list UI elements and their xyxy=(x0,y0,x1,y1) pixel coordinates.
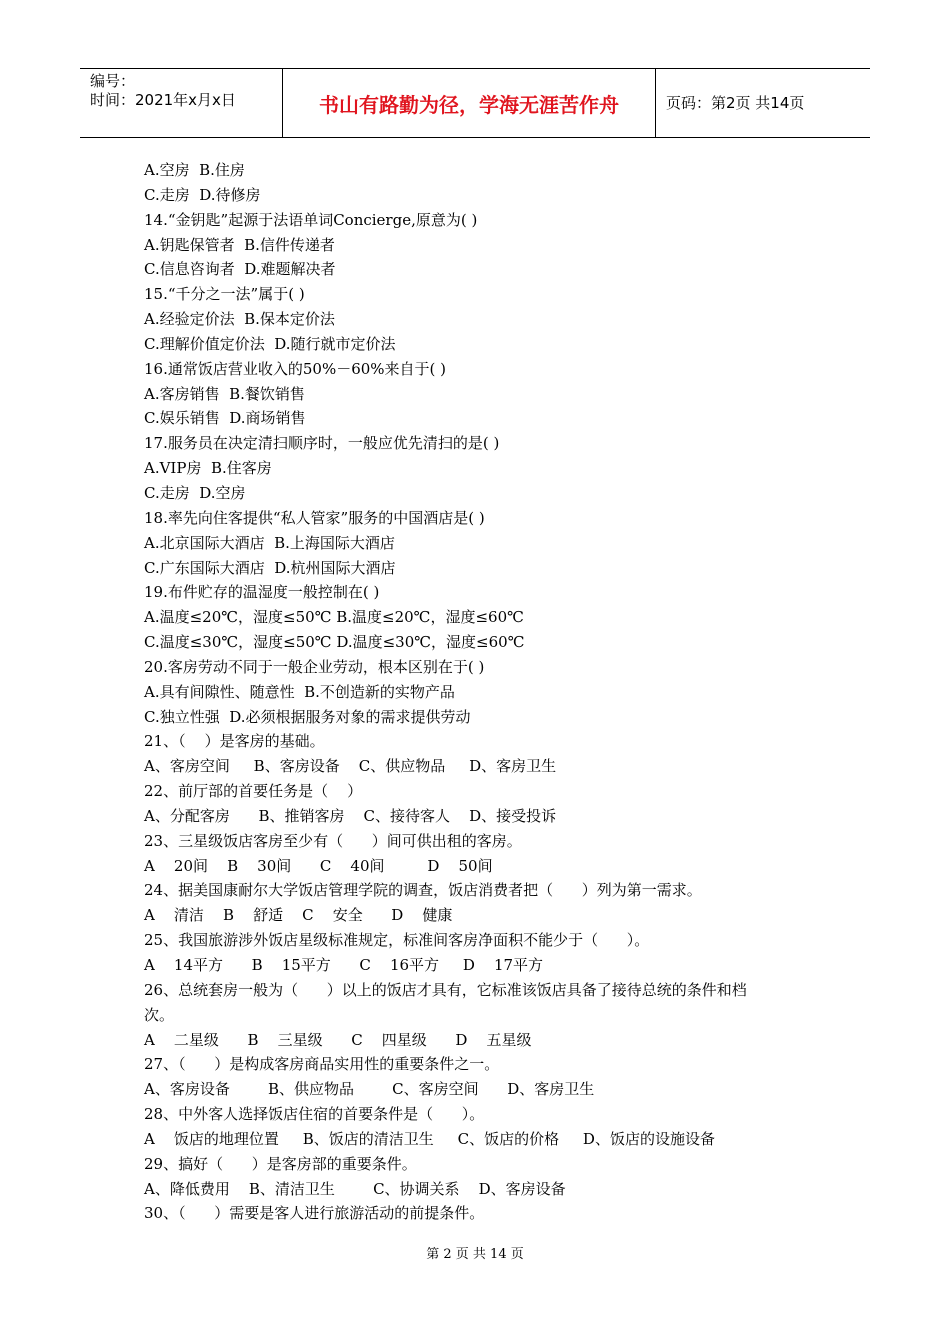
document-body xyxy=(144,158,824,1226)
number-label: 编号： xyxy=(90,72,136,90)
header-page-info: 页码：第2页 共14页 xyxy=(666,94,805,112)
text-line: C.广东国际大酒店 D.杭州国际大酒店 xyxy=(144,558,396,577)
text-line: C.独立性强 D.必须根据服务对象的需求提供劳动 xyxy=(144,707,471,726)
text-line: 22、前厅部的首要任务是（ ） xyxy=(144,782,363,801)
text-line: A、降低费用 B、清洁卫生 C、协调关系 D、客房设备 xyxy=(144,1179,566,1198)
text-line: 23、三星级饭店客房至少有（ ）间可供出租的客房。 xyxy=(144,831,522,850)
text-line: C.娱乐销售 D.商场销售 xyxy=(144,409,306,428)
text-line: A 二星级 B 三星级 C 四星级 D 五星级 xyxy=(144,1030,532,1049)
text-line: C.理解价值定价法 D.随行就市定价法 xyxy=(144,334,396,353)
text-line: 15.“千分之一法”属于( ) xyxy=(144,285,305,304)
text-line: 27、（ ）是构成客房商品实用性的重要条件之一。 xyxy=(144,1055,500,1074)
text-line: C.走房 D.空房 xyxy=(144,483,246,502)
text-line: A.具有间隙性、随意性 B.不创造新的实物产品 xyxy=(144,682,455,701)
text-line: A.温度≤20℃，湿度≤50℃ B.温度≤20℃，湿度≤60℃ xyxy=(144,608,524,627)
text-line: A 20间 B 30间 C 40间 D 50间 xyxy=(144,856,493,875)
text-line: 25、我国旅游涉外饭店星级标准规定，标准间客房净面积不能少于（ ）。 xyxy=(144,931,650,950)
text-line: A 14平方 B 15平方 C 16平方 D 17平方 xyxy=(144,956,544,974)
time-label: 时间：2021年x月x日 xyxy=(90,91,236,109)
text-line: A.空房 B.住房 xyxy=(144,161,245,179)
text-line: A.钥匙保管者 B.信件传递者 xyxy=(144,235,335,254)
text-line: A、客房设备 B、供应物品 C、客房空间 D、客房卫生 xyxy=(144,1080,595,1099)
text-line: A、客房空间 B、客房设备 C、供应物品 D、客房卫生 xyxy=(144,757,557,776)
text-line: C.走房 D.待修房 xyxy=(144,185,261,204)
text-line: 14.“金钥匙”起源于法语单词Concierge,原意为( ) xyxy=(144,210,478,229)
text-line: 19.布件贮存的温湿度一般控制在( ) xyxy=(144,583,380,602)
text-line: 16.通常饭店营业收入的50%－60%来自于( ) xyxy=(144,359,447,378)
text-line: 26、总统套房一般为（ ）以上的饭店才具有，它标准该饭店具备了接待总统的条件和档 xyxy=(144,980,747,999)
text-line: C.信息咨询者 D.难题解决者 xyxy=(144,260,336,279)
text-line: 28、中外客人选择饭店住宿的首要条件是（ ）。 xyxy=(144,1105,485,1124)
text-line: A 清洁 B 舒适 C 安全 D 健康 xyxy=(144,906,453,925)
text-line: A.经验定价法 B.保本定价法 xyxy=(144,310,335,329)
text-line: A 饭店的地理位置 B、饭店的清洁卫生 C、饭店的价格 D、饭店的设施设备 xyxy=(144,1129,715,1148)
page-footer: 第 2 页 共 14 页 xyxy=(426,1247,524,1262)
text-line: 20.客房劳动不同于一般企业劳动，根本区别在于( ) xyxy=(144,657,485,676)
text-line: 18.率先向住客提供“私人管家”服务的中国酒店是( ) xyxy=(144,508,485,527)
text-line: C.温度≤30℃，湿度≤50℃ D.温度≤30℃，湿度≤60℃ xyxy=(144,633,525,652)
text-line: A.北京国际大酒店 B.上海国际大酒店 xyxy=(144,533,395,552)
header-left-cell xyxy=(80,69,283,137)
text-line: 21、（ ）是客房的基础。 xyxy=(144,732,325,751)
page-header xyxy=(80,68,870,138)
text-line: 29、搞好（ ）是客房部的重要条件。 xyxy=(144,1154,417,1173)
text-line: 次。 xyxy=(144,1005,175,1024)
header-middle-cell xyxy=(283,69,656,137)
header-right-cell xyxy=(656,69,870,137)
text-line: 30、（ ）需要是客人进行旅游活动的前提条件。 xyxy=(144,1204,485,1223)
text-line: A、分配客房 B、推销客房 C、接待客人 D、接受投诉 xyxy=(144,806,557,825)
text-line: 24、据美国康耐尔大学饭店管理学院的调查，饭店消费者把（ ）列为第一需求。 xyxy=(144,881,702,900)
text-line: A.客房销售 B.餐饮销售 xyxy=(144,384,305,403)
header-motto: 书山有路勤为径，学海无涯苦作舟 xyxy=(319,93,619,117)
text-line: 17.服务员在决定清扫顺序时，一般应优先清扫的是( ) xyxy=(144,434,500,453)
text-line: A.VIP房 B.住客房 xyxy=(144,459,272,478)
